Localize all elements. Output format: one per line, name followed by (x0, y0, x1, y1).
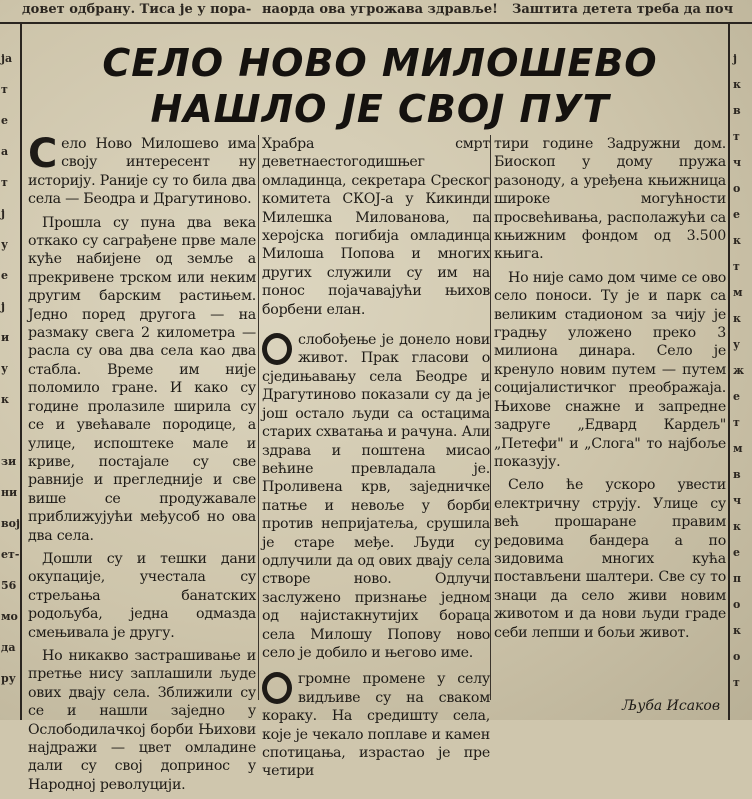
margin-fragment: ј (733, 52, 737, 65)
margin-fragment: в (733, 104, 741, 117)
paragraph: тири године Задружни дом. Биоскоп у дому пружа разоноду, а уређена књижница широке могућности просвећивања, располажући са књижним фондом од 3.500 књига. (494, 136, 726, 263)
margin-fragment: и (1, 331, 10, 344)
margin-fragment: к (1, 393, 9, 406)
margin-fragment: да (1, 641, 16, 654)
margin-fragment: ру (1, 672, 16, 685)
paragraph: Дошли су и тешки дани окупације, учестала су стрељања банатских родољуба, једна одмазда смењивала је другу. (28, 550, 256, 641)
top-fragment-right: Заштита детета треба да поч (512, 2, 734, 17)
margin-fragment: к (733, 312, 741, 325)
article-column-2 (262, 135, 490, 786)
margin-fragment: к (733, 78, 741, 91)
article-column-3 (494, 135, 726, 647)
margin-fragment: ни (1, 486, 18, 499)
margin-fragment: ч (733, 494, 742, 507)
margin-fragment: о (733, 650, 741, 663)
paragraph-text: громне промене у селу видљиве су на сваком кораку. На средишту села, које је чекало поплаве и камен спотицања, израстао је пре четири (262, 671, 490, 780)
margin-fragment: у (1, 362, 9, 375)
margin-fragment: м (733, 286, 743, 299)
margin-fragment: ж (733, 364, 745, 377)
paragraph-text: слобођење је донело нови живот. Прак гласови о сједињавању села Беодре и Драгутиново показали су да је још остало људи са остацима старих схватања и рачуна. Али здрава и поштена мисао већине превладала је. Проливена крв, заједничке патње и невоље у борби против непријатеља, срушила је старе међе. Људи су одлучили да од ових двају села створе ново. Одлучи заслужено признање једном од најистакнутијих бораца села Милошу Попову ново село је добило и његово име. (262, 332, 490, 661)
margin-fragment: т (733, 130, 740, 143)
margin-fragment: зи (1, 455, 17, 468)
paragraph (262, 331, 490, 662)
top-strip (0, 0, 752, 24)
left-margin-column (0, 22, 22, 720)
margin-fragment: вој (1, 517, 20, 530)
margin-fragment: ј (1, 207, 5, 220)
article-column-1 (28, 131, 256, 799)
margin-fragment: ј (1, 300, 5, 313)
margin-fragment: у (1, 238, 9, 251)
margin-fragment: к (733, 624, 741, 637)
margin-fragment: о (733, 182, 741, 195)
drop-cap: С (28, 131, 58, 177)
top-fragment-middle: наорда ова угрожава здравље! (262, 2, 498, 17)
paragraph: Но никакво застрашивање и претње нису заплашили људе ових двају села. Зближили су се и нашли заједно у Ослободилачкој борби Њихови најдражи — цвет омладине дали су свој допринос у Народној револуцији. (28, 647, 256, 793)
margin-fragment: е (1, 114, 8, 127)
paragraph-text: ело Ново Милошево има своју интересент ну историју. Раније су то била два села — Беодра и Драгутиново. (28, 136, 256, 208)
paragraph (262, 670, 490, 780)
margin-fragment: т (733, 416, 740, 429)
margin-fragment: а (1, 145, 9, 158)
margin-fragment: в (733, 468, 741, 481)
margin-fragment: т (1, 83, 8, 96)
paragraph: Храбра смрт деветнаестогодишњег омладинца, секретара Среског комитета СКОЈ-а у Кикинди Милешка Милованова, па херојска погибија омладинца Милоша Попова и многих других служили су им на понос појачавајући њихов борбени елан. (262, 136, 490, 318)
margin-fragment: т (1, 176, 8, 189)
margin-fragment: ја (1, 52, 13, 65)
margin-fragment: е (733, 208, 740, 221)
margin-fragment: к (733, 520, 741, 533)
margin-fragment: т (733, 260, 740, 273)
margin-fragment: ч (733, 156, 742, 169)
margin-fragment: т (733, 676, 740, 689)
paragraph: Прошла су пуна два века откако су саграђене прве мале куће набијене од земље а прекривене трском или неким другим барским растињем. Једно поред другога — на размаку свега 2 километра — расла су ова два села као два стабла. Време им није поломило гране. И како су године пролазиле ширила су се и увећавале породице, а улице, испоштеке мале и криве, постајале су све равније и прегледније и све више се продужавале приближујући међусоб но ова два села. (28, 214, 256, 544)
paragraph (28, 131, 256, 209)
margin-fragment: 56 (1, 579, 17, 592)
margin-fragment: ет- (1, 548, 20, 561)
margin-fragment: е (733, 390, 740, 403)
drop-cap-o (262, 672, 292, 704)
margin-fragment: е (733, 546, 740, 559)
drop-cap-o (262, 333, 292, 365)
author-signature: Љуба Исаков (622, 698, 720, 714)
margin-fragment: м (733, 442, 743, 455)
margin-fragment: у (733, 338, 741, 351)
headline (60, 40, 700, 132)
headline-line-2: НАШЛО ЈЕ СВОЈ ПУТ (150, 87, 610, 131)
margin-fragment: к (733, 234, 741, 247)
column-divider (258, 135, 259, 700)
paragraph: Село ће ускоро увести електричну струју. Улице су већ прошаране правим редовима бандера а по зидовима многих кућа постављени шалтери. Све су то знаци да село живи новим животом и да нови људи граде себи лепши и бољи живот. (494, 477, 726, 641)
margin-fragment: п (733, 572, 742, 585)
margin-fragment: о (733, 598, 741, 611)
column-divider (490, 135, 491, 700)
paragraph: Но није само дом чиме се ово село поноси. Ту је и парк са великим стадионом за чију је градњу уложено преко 3 милиона динара. Село је кренуло новим путем — путем социјалистичког преображаја. Њихове снажне и запреднe задруге „Едвард Кардељ" „Петефи" и „Слога" то најбоље показују. (494, 269, 726, 470)
headline-line-1: СЕЛО НОВО МИЛОШЕВО (102, 41, 658, 85)
top-fragment-left: довет одбрану. Тиса је у пора- (22, 2, 252, 17)
margin-fragment: е (1, 269, 8, 282)
right-margin-column (728, 22, 752, 720)
margin-fragment: мо (1, 610, 18, 623)
